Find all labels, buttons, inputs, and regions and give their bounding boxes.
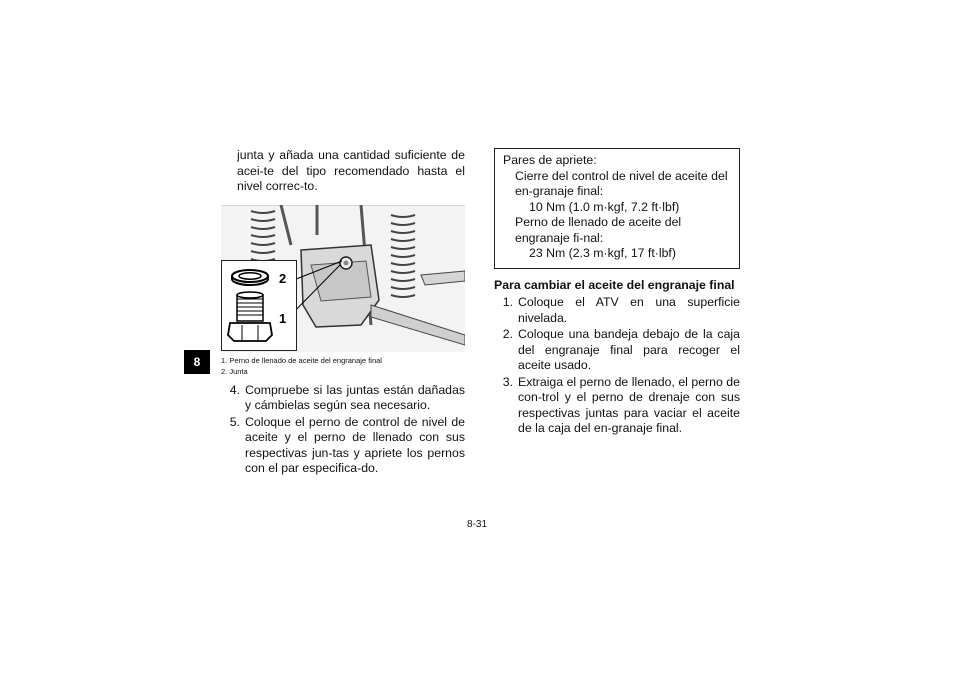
spec-title: Pares de apriete: bbox=[503, 153, 597, 167]
caption-2: 2. Junta bbox=[221, 366, 248, 376]
step-2 bbox=[494, 327, 740, 374]
step-3 bbox=[494, 375, 740, 437]
right-column bbox=[494, 148, 740, 438]
callout-2: 2 bbox=[279, 270, 287, 286]
chapter-tab: 8 bbox=[184, 350, 210, 374]
page-number: 8-31 bbox=[467, 519, 488, 530]
spec-item-1-value: 10 Nm (1.0 m·kgf, 7.2 ft·lbf) bbox=[529, 199, 680, 214]
step-text: Coloque el ATV en una superficie nivelada. bbox=[518, 295, 740, 325]
left-steps bbox=[221, 383, 465, 477]
caption-1: 1. Perno de llenado de aceite del engranaje final bbox=[221, 355, 382, 365]
step-5 bbox=[221, 415, 465, 477]
spec-item-2-label: Perno de llenado de aceite del engranaje fi-nal: bbox=[515, 215, 682, 245]
step-number: 4. bbox=[229, 382, 240, 397]
spec-item-1-label: Cierre del control de nivel de aceite del en-granaje final: bbox=[515, 168, 728, 198]
intro-paragraph: junta y añada una cantidad suficiente de acei-te del tipo recomendado hasta el nivel correc-to. bbox=[237, 148, 465, 193]
section-heading: Para cambiar el aceite del engranaje final bbox=[494, 277, 735, 292]
left-column bbox=[221, 148, 465, 478]
step-text: Compruebe si las juntas están dañadas y cámbielas según sea necesario. bbox=[245, 382, 465, 412]
step-number: 5. bbox=[229, 414, 240, 429]
torque-spec-box bbox=[494, 148, 740, 269]
step-text: Extraiga el perno de llenado, el perno de con-trol y el perno de drenaje con sus respectivas juntas para vaciar el aceite de la caja del en-granaje final. bbox=[518, 374, 740, 435]
gear-oil-filler-figure bbox=[221, 205, 465, 352]
step-1 bbox=[494, 295, 740, 326]
step-text: Coloque el perno de control de nivel de aceite y el perno de llenado con sus respectivas jun-tas y apriete los pernos con el par especifica-do. bbox=[245, 414, 465, 475]
figure-captions bbox=[221, 355, 465, 377]
callout-1: 1 bbox=[279, 310, 287, 326]
step-text: Coloque una bandeja debajo de la caja del engranaje final para recoger el aceite usado. bbox=[518, 327, 740, 372]
step-4 bbox=[221, 383, 465, 414]
step-number: 2. bbox=[502, 327, 513, 341]
step-number: 3. bbox=[502, 374, 513, 389]
right-steps bbox=[494, 295, 740, 437]
step-number: 1. bbox=[502, 295, 513, 309]
spec-item-2-value: 23 Nm (2.3 m·kgf, 17 ft·lbf) bbox=[529, 246, 676, 260]
